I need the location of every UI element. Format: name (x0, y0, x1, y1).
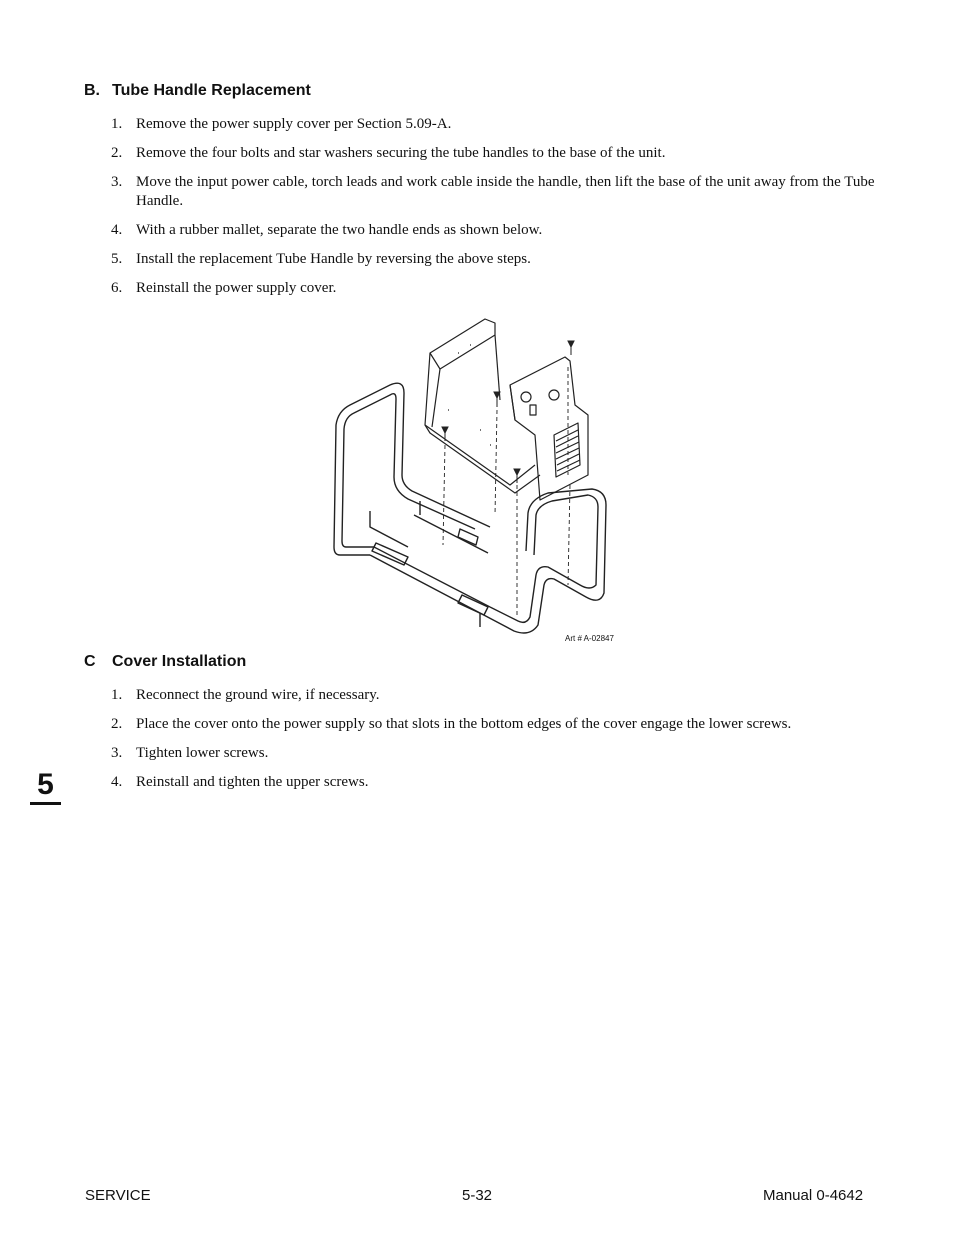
step-text: With a rubber mallet, separate the two handle ends as shown below. (136, 222, 543, 238)
list-item (111, 115, 881, 134)
step-number: 5. (111, 251, 123, 267)
step-text: Move the input power cable, torch leads and work cable inside the handle, then lift the base of the unit away from the Tube Handle. (136, 174, 875, 209)
section-b-title: Tube Handle Replacement (112, 82, 311, 99)
list-item (111, 773, 881, 792)
step-text: Tighten lower screws. (136, 745, 269, 761)
chapter-tab: 5 (30, 768, 61, 805)
section-c-heading (84, 653, 246, 671)
step-text: Install the replacement Tube Handle by reversing the above steps. (136, 251, 531, 267)
art-number-label: Art # A-02847 (565, 634, 614, 643)
footer-manual-number: Manual 0-4642 (763, 1187, 864, 1204)
section-c-letter: C (84, 653, 96, 670)
step-number: 2. (111, 145, 123, 161)
list-item (111, 221, 881, 240)
list-item (111, 144, 881, 163)
list-item (111, 250, 881, 269)
section-c-steps (111, 686, 881, 802)
step-text: Remove the power supply cover per Section 5.09-A. (136, 116, 452, 132)
step-number: 3. (111, 745, 123, 761)
step-number: 1. (111, 116, 123, 132)
tube-handle-exploded-illustration (330, 315, 630, 650)
section-b-steps (111, 115, 881, 308)
list-item (111, 279, 881, 298)
list-item (111, 173, 881, 211)
list-item (111, 715, 881, 734)
section-b-letter: B. (84, 82, 100, 99)
step-number: 6. (111, 280, 123, 296)
list-item (111, 744, 881, 763)
step-number: 3. (111, 174, 123, 190)
step-number: 1. (111, 687, 123, 703)
step-number: 4. (111, 222, 123, 238)
section-c-title: Cover Installation (112, 653, 247, 670)
step-text: Reinstall the power supply cover. (136, 280, 337, 296)
step-text: Reconnect the ground wire, if necessary. (136, 687, 380, 703)
footer-page-number: 5-32 (462, 1187, 493, 1204)
step-number: 4. (111, 774, 123, 790)
section-b-heading (84, 82, 311, 100)
footer-section-label: SERVICE (85, 1187, 151, 1204)
step-number: 2. (111, 716, 123, 732)
step-text: Reinstall and tighten the upper screws. (136, 774, 369, 790)
list-item (111, 686, 881, 705)
step-text: Remove the four bolts and star washers securing the tube handles to the base of the unit. (136, 145, 666, 161)
step-text: Place the cover onto the power supply so that slots in the bottom edges of the cover engage the lower screws. (136, 716, 792, 732)
